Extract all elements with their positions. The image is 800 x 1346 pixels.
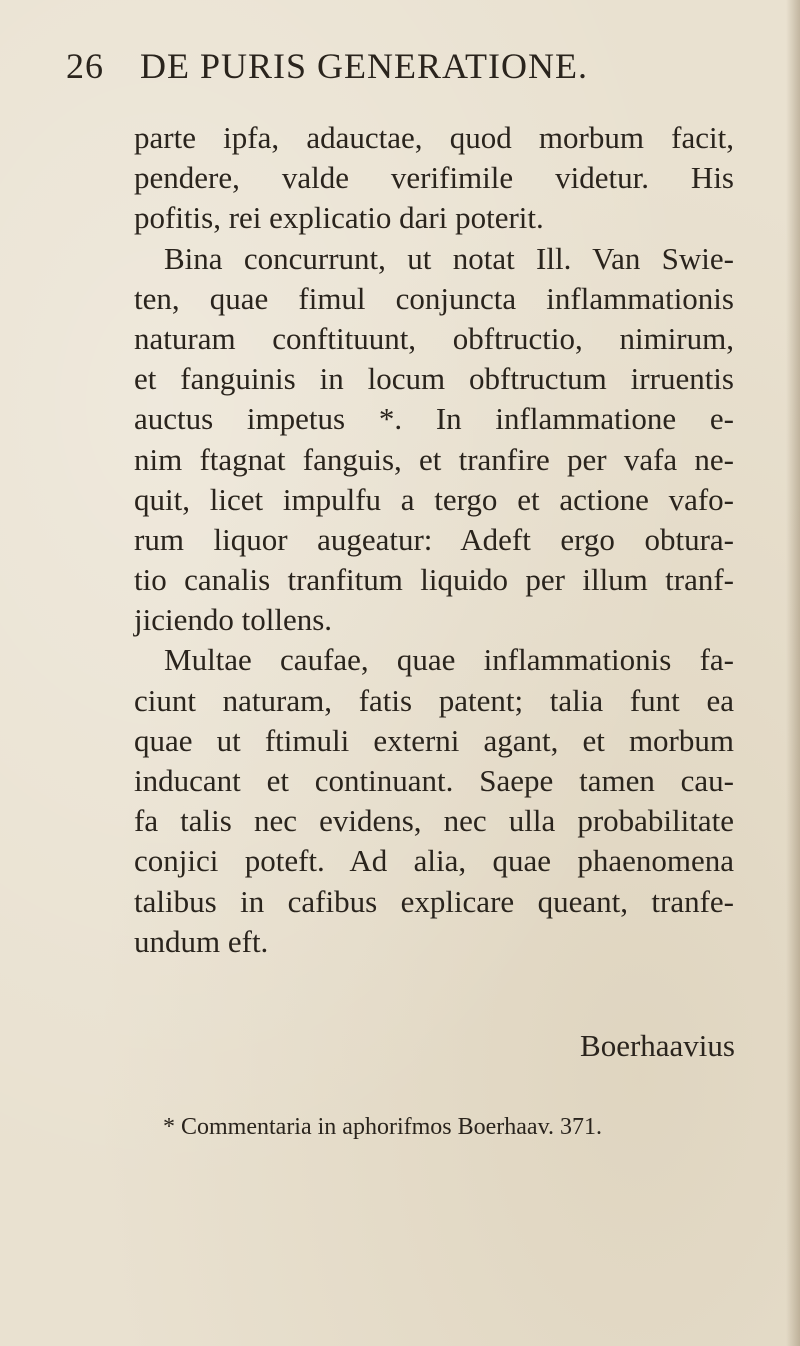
text-line: fa talis nec evidens, nec ulla probabilitate	[134, 803, 734, 839]
text-line: quae ut ftimuli externi agant, et morbum	[134, 722, 734, 758]
text-line: ten, quae fimul conjuncta inflammationis	[134, 280, 734, 316]
text-line: Bina concurrunt, ut notat Ill. Van Swie-	[164, 240, 734, 276]
text-line: nim ftagnat fanguis, et tranfire per vafa ne-	[134, 441, 734, 477]
page-header	[66, 44, 746, 88]
text-line: undum eft.	[134, 923, 269, 959]
text-line: tio canalis tranfitum liquido per illum tranf-	[134, 562, 734, 598]
text-line: talibus in cafibus explicare queant, tranfe-	[134, 883, 734, 919]
text-line: quit, licet impulfu a tergo et actione vafo-	[134, 481, 734, 517]
text-line: conjici poteft. Ad alia, quae phaenomena	[134, 843, 734, 879]
text-line: pofitis, rei explicatio dari poterit.	[134, 200, 544, 236]
running-title: DE PURIS GENERATIONE.	[140, 46, 588, 86]
footnote: * Commentaria in aphorifmos Boerhaav. 371.	[163, 1114, 603, 1140]
page-edge-shadow	[786, 0, 800, 1346]
text-line: jiciendo tollens.	[134, 602, 333, 638]
body-text	[134, 118, 734, 962]
page-number: 26	[66, 46, 104, 86]
text-line: ciunt naturam, fatis patent; talia funt ea	[134, 682, 734, 718]
text-line: Multae caufae, quae inflammationis fa-	[164, 642, 734, 678]
signature: Boerhaavius	[580, 1028, 735, 1063]
text-line: pendere, valde verifimile videtur. His	[134, 160, 734, 196]
text-line: inducant et continuant. Saepe tamen cau-	[134, 763, 734, 798]
text-line: parte ipfa, adauctae, quod morbum facit,	[134, 120, 734, 155]
text-line: rum liquor augeatur: Adeft ergo obtura-	[134, 521, 734, 557]
text-line: naturam conftituunt, obftructio, nimirum,	[134, 320, 734, 356]
text-line: et fanguinis in locum obftructum irruentis	[134, 361, 734, 397]
text-line: auctus impetus *. In inflammatione e-	[134, 401, 734, 437]
